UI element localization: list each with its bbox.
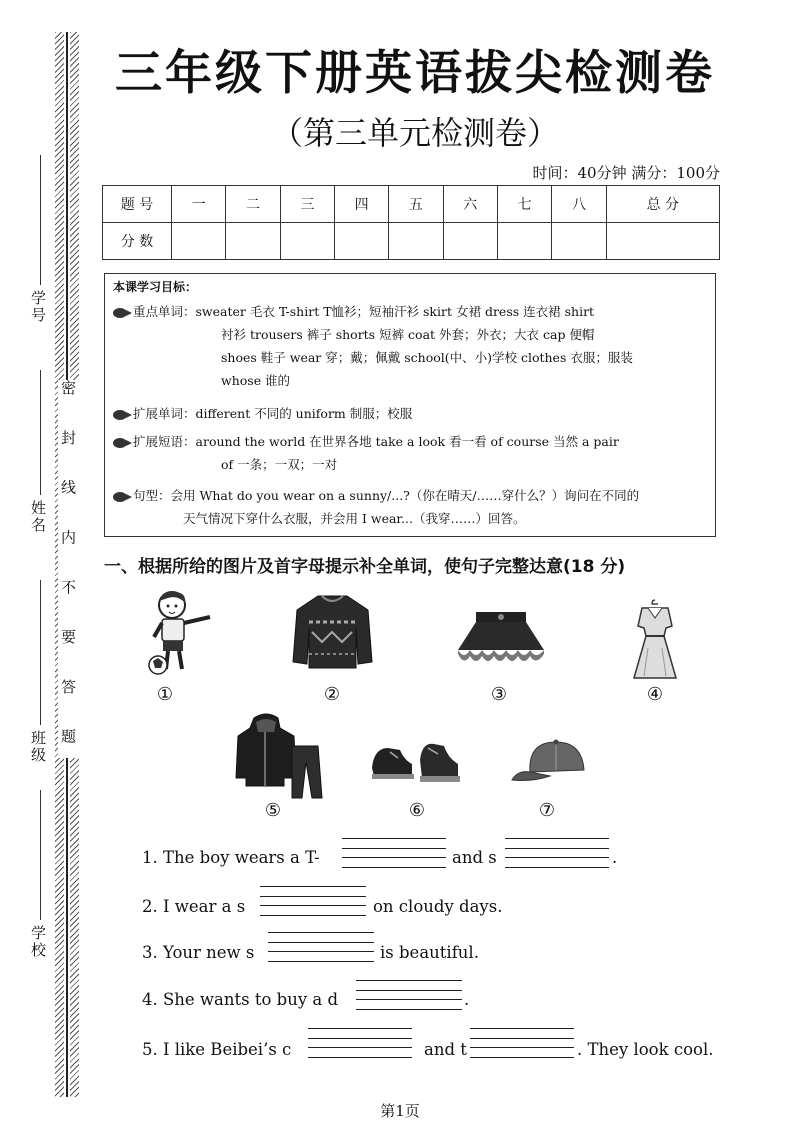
page-number: 第1页 (380, 1102, 420, 1120)
score-cell[interactable] (226, 223, 280, 260)
key-words-line-2: 衬衫 trousers 裤子 shorts 短裤 coat 外套；外衣；大衣 cap 便帽 (221, 327, 595, 342)
q3-text-b: is beautiful. (380, 943, 479, 962)
score-table (102, 185, 720, 260)
goals-heading: 本课学习目标： (113, 280, 198, 294)
q4-blank[interactable] (356, 980, 462, 1010)
class-line (40, 580, 41, 725)
picture-number: ⑤ (264, 800, 282, 821)
ext-words-text: different 不同的 uniform 制服；校服 (195, 406, 413, 421)
q1-blank-2[interactable] (505, 838, 609, 868)
score-cell[interactable] (497, 223, 551, 260)
time-info: 时间：40分钟 满分：100分 (532, 164, 720, 182)
q5-blank-2[interactable] (470, 1028, 574, 1058)
student-no-line (40, 155, 41, 285)
school-line (40, 790, 41, 920)
picture-number: ③ (490, 684, 508, 705)
school-label: 学校 (29, 925, 47, 959)
sentence-label: 句型： (133, 488, 171, 503)
page-title: 三年级下册英语拔尖检测卷 (115, 46, 715, 101)
seal-line-text: 密 封 线 内 不 要 答 题 (59, 380, 77, 759)
picture-number: ① (156, 684, 174, 705)
q5-text-c: . They look cool. (577, 1040, 714, 1059)
key-words-line-4: whose 谁的 (221, 373, 291, 388)
score-cell[interactable] (280, 223, 334, 260)
picture-number: ④ (646, 684, 664, 705)
score-cell[interactable] (389, 223, 443, 260)
score-col: 八 (552, 186, 606, 223)
class-label: 班级 (29, 730, 47, 764)
q1-text-a: 1. The boy wears a T- (142, 848, 320, 867)
score-cell-total[interactable] (606, 223, 719, 260)
q1-text-b: and s (452, 848, 497, 867)
q2-text-a: 2. I wear a s (142, 897, 246, 916)
q4-text-a: 4. She wants to buy a d (142, 990, 339, 1009)
shoes-icon (368, 738, 463, 798)
q4-text-b: . (464, 990, 470, 1009)
ext-phrases-line-2: of 一条；一双；一对 (221, 457, 338, 472)
score-row-label: 分 数 (103, 223, 172, 260)
picture-number: ⑦ (538, 800, 556, 821)
picture-number: ⑥ (408, 800, 426, 821)
q1-text-c: . (612, 848, 618, 867)
bullet-icon (113, 438, 127, 448)
sweater-icon (290, 592, 375, 672)
score-col: 六 (443, 186, 497, 223)
cap-icon (510, 736, 590, 788)
sentence-line-1: 会用 What do you wear on a sunny/...?（你在晴天/……穿什么？）询问在不同的 (170, 488, 640, 503)
score-col-total: 总 分 (606, 186, 719, 223)
q1-blank-1[interactable] (342, 838, 446, 868)
student-no-label: 学号 (29, 290, 47, 324)
learning-goals-box (104, 273, 716, 537)
bullet-icon (113, 308, 127, 318)
page-subtitle: （第三单元检测卷） (270, 114, 559, 152)
score-col: 五 (389, 186, 443, 223)
score-cell[interactable] (334, 223, 388, 260)
q3-text-a: 3. Your new s (142, 943, 255, 962)
score-col: 七 (497, 186, 551, 223)
section-1-heading: 一、根据所给的图片及首字母提示补全单词，使句子完整达意(18 分) (104, 557, 626, 577)
score-table-label: 题 号 (103, 186, 172, 223)
score-table-score-row (103, 223, 720, 260)
ext-phrases-line-1: around the world 在世界各地 take a look 看一看 of course 当然 a pair (195, 434, 619, 449)
key-words-line-3: shoes 鞋子 wear 穿；戴；佩戴 school(中、小)学校 clothes 衣服；服装 (221, 350, 633, 365)
score-table-header-row (103, 186, 720, 223)
bullet-icon (113, 492, 127, 502)
q2-text-b: on cloudy days. (373, 897, 503, 916)
score-col: 三 (280, 186, 334, 223)
score-col: 四 (334, 186, 388, 223)
score-cell[interactable] (552, 223, 606, 260)
skirt-icon (452, 608, 550, 668)
score-cell[interactable] (443, 223, 497, 260)
ext-phrases-label: 扩展短语： (133, 434, 196, 449)
picture-number: ② (323, 684, 341, 705)
key-words-goal (113, 300, 707, 395)
name-label: 姓名 (29, 500, 47, 534)
key-words-line-1: sweater 毛衣 T-shirt T恤衫；短袖汗衫 skirt 女裙 dress 连衣裙 shirt (195, 304, 595, 319)
key-words-label: 重点单词： (133, 304, 196, 319)
q5-text-b: and t (424, 1040, 467, 1059)
score-cell[interactable] (172, 223, 226, 260)
question-1 (142, 848, 320, 867)
name-line (40, 370, 41, 495)
q3-blank[interactable] (268, 932, 374, 962)
ext-words-label: 扩展单词： (133, 406, 196, 421)
sentence-line-2: 天气情况下穿什么衣服，并会用 I wear...（我穿……）回答。 (183, 511, 526, 526)
coat-trousers-icon (232, 712, 327, 802)
score-col: 一 (172, 186, 226, 223)
q5-blank-1[interactable] (308, 1028, 412, 1058)
bullet-icon (113, 410, 127, 420)
q5-text-a: 5. I like Beibei’s c (142, 1040, 292, 1059)
dress-icon (630, 598, 680, 683)
boy-soccer-icon (140, 585, 220, 680)
score-col: 二 (226, 186, 280, 223)
q2-blank[interactable] (260, 886, 366, 916)
